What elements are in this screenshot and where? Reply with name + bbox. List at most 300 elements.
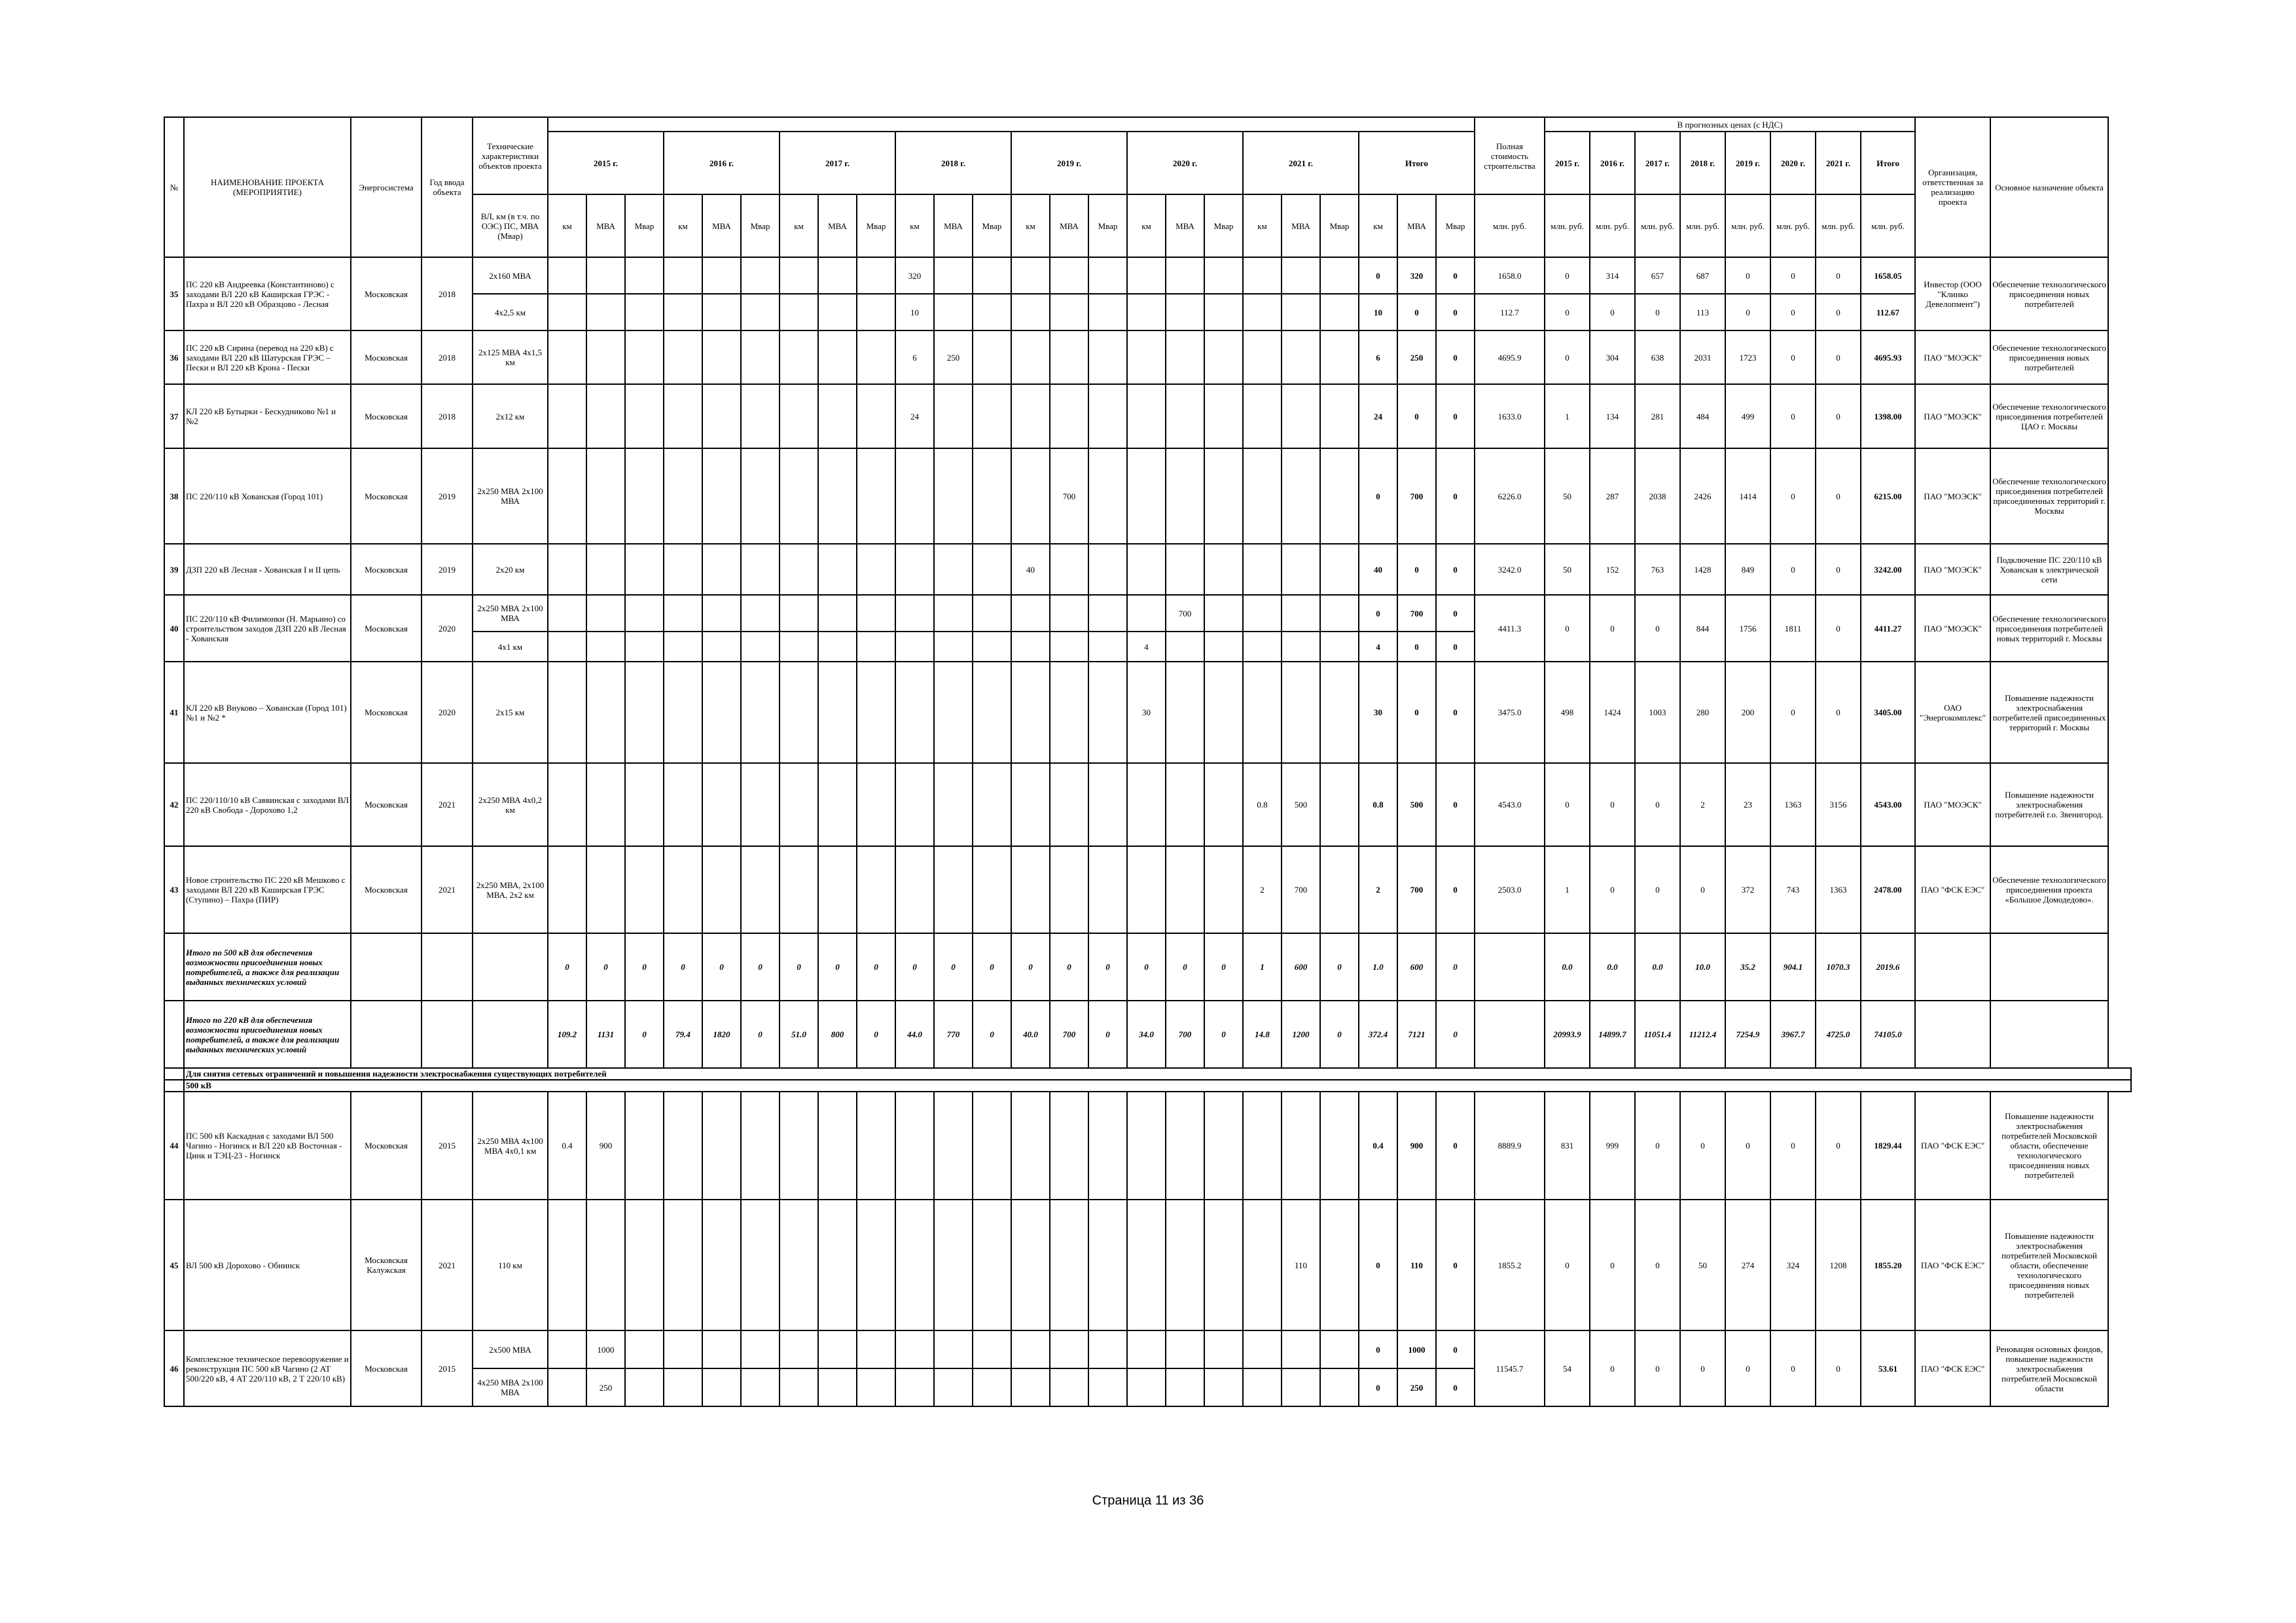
value-cell bbox=[1127, 448, 1166, 544]
row-number: 43 bbox=[164, 846, 184, 933]
header-fin-year-1: 2016 г. bbox=[1590, 132, 1635, 194]
value-cell bbox=[857, 257, 895, 294]
value-cell: 0 bbox=[1436, 384, 1475, 448]
value-cell bbox=[1320, 257, 1359, 294]
value-cell bbox=[895, 763, 934, 846]
tech-characteristics: 2х250 МВА 2х100 МВА bbox=[473, 595, 548, 632]
project-name: КЛ 220 кВ Внуково – Хованская (Город 101) №1 и №2 * bbox=[184, 662, 351, 763]
finance-cell: 274 bbox=[1725, 1200, 1770, 1330]
value-cell bbox=[1166, 1368, 1204, 1406]
row-number: 42 bbox=[164, 763, 184, 846]
finance-cell: 0 bbox=[1770, 1330, 1816, 1406]
total-value: 0 bbox=[1204, 1001, 1243, 1068]
table-cell bbox=[1915, 933, 1990, 1001]
commission-year: 2021 bbox=[422, 1200, 473, 1330]
header-unit: км bbox=[780, 194, 818, 257]
header-fin-year-7: Итого bbox=[1861, 132, 1915, 194]
value-cell bbox=[1320, 632, 1359, 662]
object-purpose: Повышение надежности электроснабжения потребителей присоединенных территорий г. Москвы bbox=[1990, 662, 2108, 763]
header-unit: млн. руб. bbox=[1770, 194, 1816, 257]
value-cell bbox=[1088, 1092, 1127, 1200]
value-cell bbox=[1320, 846, 1359, 933]
total-value: 0 bbox=[586, 933, 625, 1001]
value-cell bbox=[973, 632, 1011, 662]
value-cell: 0 bbox=[1436, 662, 1475, 763]
value-cell bbox=[1050, 632, 1088, 662]
full-cost: 1633.0 bbox=[1475, 384, 1545, 448]
value-cell bbox=[1088, 294, 1127, 330]
table-cell bbox=[1475, 1001, 1545, 1068]
row-number: 41 bbox=[164, 662, 184, 763]
value-cell: 0 bbox=[1436, 763, 1475, 846]
project-name: ВЛ 500 кВ Дорохово - Обнинск bbox=[184, 1200, 351, 1330]
header-tech-units: ВЛ, км (в т.ч. по ОЭС) ПС, МВА (Мвар) bbox=[473, 194, 548, 257]
finance-cell: 0 bbox=[1680, 1092, 1725, 1200]
value-cell bbox=[1127, 384, 1166, 448]
finance-cell: 50 bbox=[1545, 448, 1590, 544]
total-finance: 11051.4 bbox=[1635, 1001, 1680, 1068]
value-cell bbox=[818, 632, 857, 662]
value-cell bbox=[1204, 595, 1243, 632]
header-unit: км bbox=[548, 194, 586, 257]
full-cost: 4543.0 bbox=[1475, 763, 1545, 846]
header-unit: Мвар bbox=[625, 194, 664, 257]
finance-cell: 1811 bbox=[1770, 595, 1816, 662]
object-purpose: Обеспечение технологического присоединения проекта «Большое Домодедово». bbox=[1990, 846, 2108, 933]
energy-system: Московская bbox=[351, 1092, 422, 1200]
value-cell bbox=[741, 763, 780, 846]
value-cell bbox=[1166, 257, 1204, 294]
total-finance: 0.0 bbox=[1545, 933, 1590, 1001]
table-cell bbox=[351, 933, 422, 1001]
value-cell bbox=[1204, 662, 1243, 763]
total-finance: 1070.3 bbox=[1816, 933, 1861, 1001]
energy-system: Московская bbox=[351, 662, 422, 763]
value-cell bbox=[1282, 1092, 1320, 1200]
value-cell bbox=[1166, 846, 1204, 933]
value-cell bbox=[895, 1092, 934, 1200]
total-finance: 10.0 bbox=[1680, 933, 1725, 1001]
value-cell bbox=[1088, 384, 1127, 448]
object-purpose: Реновация основных фондов, повышение надежности электроснабжения потребителей Московской области bbox=[1990, 1330, 2108, 1406]
value-cell bbox=[548, 1200, 586, 1330]
total-value: 0 bbox=[1436, 1001, 1475, 1068]
header-year-0: 2015 г. bbox=[548, 132, 664, 194]
finance-cell: 1723 bbox=[1725, 330, 1770, 384]
tech-characteristics: 2х20 км bbox=[473, 544, 548, 595]
finance-cell: 1363 bbox=[1816, 846, 1861, 933]
total-finance: 74105.0 bbox=[1861, 1001, 1915, 1068]
value-cell bbox=[934, 1200, 973, 1330]
value-cell bbox=[857, 632, 895, 662]
table-cell bbox=[473, 933, 548, 1001]
table-cell bbox=[422, 1001, 473, 1068]
value-cell bbox=[664, 448, 702, 544]
responsible-org: ПАО "МОЭСК" bbox=[1915, 763, 1990, 846]
full-cost: 11545.7 bbox=[1475, 1330, 1545, 1406]
finance-cell: 50 bbox=[1680, 1200, 1725, 1330]
value-cell: 320 bbox=[1397, 257, 1436, 294]
value-cell: 2 bbox=[1243, 846, 1282, 933]
value-cell bbox=[857, 1200, 895, 1330]
total-value: 0 bbox=[1050, 933, 1088, 1001]
project-name: ПС 220/110 кВ Хованская (Город 101) bbox=[184, 448, 351, 544]
value-cell bbox=[1050, 1200, 1088, 1330]
value-cell bbox=[586, 632, 625, 662]
header-unit: Мвар bbox=[857, 194, 895, 257]
value-cell bbox=[1088, 632, 1127, 662]
value-cell bbox=[1243, 1200, 1282, 1330]
header-year-6: 2021 г. bbox=[1243, 132, 1359, 194]
value-cell: 0 bbox=[1436, 544, 1475, 595]
finance-cell: 0 bbox=[1590, 294, 1635, 330]
value-cell: 2 bbox=[1359, 846, 1397, 933]
finance-cell: 657 bbox=[1635, 257, 1680, 294]
finance-cell: 638 bbox=[1635, 330, 1680, 384]
value-cell bbox=[548, 632, 586, 662]
value-cell bbox=[1011, 1092, 1050, 1200]
header-unit: млн. руб. bbox=[1816, 194, 1861, 257]
finance-cell: 849 bbox=[1725, 544, 1770, 595]
value-cell bbox=[1088, 595, 1127, 632]
header-fin-year-0: 2015 г. bbox=[1545, 132, 1590, 194]
project-name: ПС 220 кВ Андреевка (Константиново) с заходами ВЛ 220 кВ Каширская ГРЭС - Пахра и ВЛ 220 кВ Образцово - Лесная bbox=[184, 257, 351, 330]
finance-cell: 54 bbox=[1545, 1330, 1590, 1406]
header-unit: Мвар bbox=[741, 194, 780, 257]
total-value: 79.4 bbox=[664, 1001, 702, 1068]
value-cell bbox=[780, 294, 818, 330]
total-value: 40.0 bbox=[1011, 1001, 1050, 1068]
table-row bbox=[164, 544, 2131, 595]
commission-year: 2020 bbox=[422, 595, 473, 662]
total-value: 0 bbox=[857, 933, 895, 1001]
value-cell: 0 bbox=[1436, 1330, 1475, 1368]
finance-cell: 0 bbox=[1816, 1330, 1861, 1406]
value-cell bbox=[625, 1092, 664, 1200]
value-cell bbox=[1243, 632, 1282, 662]
value-cell bbox=[1166, 1092, 1204, 1200]
value-cell bbox=[1127, 257, 1166, 294]
value-cell bbox=[857, 294, 895, 330]
header-unit: млн. руб. bbox=[1590, 194, 1635, 257]
total-value: 51.0 bbox=[780, 1001, 818, 1068]
value-cell bbox=[702, 1330, 741, 1368]
value-cell bbox=[1050, 662, 1088, 763]
value-cell bbox=[780, 1200, 818, 1330]
table-cell bbox=[164, 1080, 184, 1092]
value-cell: 0 bbox=[1397, 384, 1436, 448]
value-cell bbox=[625, 662, 664, 763]
header-forecast: В прогнозных ценах (с НДС) bbox=[1545, 117, 1915, 132]
value-cell bbox=[1011, 330, 1050, 384]
value-cell: 500 bbox=[1397, 763, 1436, 846]
value-cell bbox=[934, 257, 973, 294]
value-cell bbox=[548, 1368, 586, 1406]
value-cell: 250 bbox=[934, 330, 973, 384]
responsible-org: ПАО "МОЭСК" bbox=[1915, 448, 1990, 544]
value-cell bbox=[895, 595, 934, 632]
table-cell bbox=[1990, 933, 2108, 1001]
value-cell: 900 bbox=[586, 1092, 625, 1200]
value-cell bbox=[1088, 763, 1127, 846]
value-cell bbox=[625, 1330, 664, 1368]
total-value: 1200 bbox=[1282, 1001, 1320, 1068]
finance-cell: 0 bbox=[1635, 763, 1680, 846]
value-cell bbox=[857, 1330, 895, 1368]
value-cell bbox=[1166, 448, 1204, 544]
value-cell bbox=[1282, 595, 1320, 632]
row-number: 45 bbox=[164, 1200, 184, 1330]
project-name: ПС 220/110 кВ Филимонки (Н. Марьино) со строительством заходов ДЗП 220 кВ Лесная - Хованская bbox=[184, 595, 351, 662]
total-value: 600 bbox=[1397, 933, 1436, 1001]
value-cell bbox=[1320, 1368, 1359, 1406]
value-cell: 0 bbox=[1397, 662, 1436, 763]
value-cell: 0 bbox=[1436, 1368, 1475, 1406]
total-finance: 14899.7 bbox=[1590, 1001, 1635, 1068]
value-cell bbox=[664, 1330, 702, 1368]
finance-cell: 1756 bbox=[1725, 595, 1770, 662]
value-cell bbox=[1204, 632, 1243, 662]
value-cell bbox=[857, 763, 895, 846]
value-cell bbox=[702, 1092, 741, 1200]
value-cell bbox=[1088, 544, 1127, 595]
header-unit: км bbox=[1359, 194, 1397, 257]
value-cell bbox=[1320, 763, 1359, 846]
header-tech-title: Технические характеристики объектов проекта bbox=[478, 141, 542, 171]
finance-cell: 50 bbox=[1545, 544, 1590, 595]
value-cell: 500 bbox=[1282, 763, 1320, 846]
finance-cell: 152 bbox=[1590, 544, 1635, 595]
value-cell bbox=[1011, 1200, 1050, 1330]
value-cell bbox=[973, 294, 1011, 330]
value-cell bbox=[780, 1092, 818, 1200]
value-cell bbox=[1127, 1368, 1166, 1406]
projects-table bbox=[164, 116, 2132, 1407]
value-cell bbox=[1050, 294, 1088, 330]
finance-cell: 0 bbox=[1770, 1092, 1816, 1200]
value-cell: 0 bbox=[1436, 1200, 1475, 1330]
value-cell bbox=[1011, 448, 1050, 544]
header-unit: Мвар bbox=[973, 194, 1011, 257]
finance-cell: 0 bbox=[1816, 544, 1861, 595]
total-value: 1820 bbox=[702, 1001, 741, 1068]
finance-cell: 0 bbox=[1725, 1330, 1770, 1406]
section-subtitle: 500 кВ bbox=[184, 1080, 2131, 1092]
value-cell bbox=[1204, 384, 1243, 448]
value-cell bbox=[973, 763, 1011, 846]
value-cell bbox=[1204, 330, 1243, 384]
finance-cell: 0 bbox=[1816, 1092, 1861, 1200]
value-cell bbox=[1088, 1330, 1127, 1368]
value-cell bbox=[1088, 448, 1127, 544]
value-cell bbox=[934, 544, 973, 595]
value-cell bbox=[1204, 448, 1243, 544]
value-cell bbox=[1088, 257, 1127, 294]
value-cell bbox=[741, 384, 780, 448]
energy-system: Московская bbox=[351, 257, 422, 330]
value-cell bbox=[741, 632, 780, 662]
object-purpose: Обеспечение технологического присоединения потребителей ЦАО г. Москвы bbox=[1990, 384, 2108, 448]
finance-cell: 484 bbox=[1680, 384, 1725, 448]
value-cell bbox=[702, 846, 741, 933]
tech-characteristics: 4х250 МВА 2х100 МВА bbox=[473, 1368, 548, 1406]
value-cell bbox=[780, 1368, 818, 1406]
header-blank bbox=[548, 117, 1475, 132]
section-row bbox=[164, 1080, 2131, 1092]
tech-characteristics: 110 км bbox=[473, 1200, 548, 1330]
header-unit: млн. руб. bbox=[1635, 194, 1680, 257]
value-cell bbox=[1127, 544, 1166, 595]
tech-characteristics: 4х1 км bbox=[473, 632, 548, 662]
value-cell bbox=[1127, 763, 1166, 846]
energy-system: Московская bbox=[351, 330, 422, 384]
table-row bbox=[164, 1200, 2131, 1330]
value-cell: 0.8 bbox=[1243, 763, 1282, 846]
table-row bbox=[164, 257, 2131, 294]
full-cost: 4411.3 bbox=[1475, 595, 1545, 662]
finance-cell: 1003 bbox=[1635, 662, 1680, 763]
header-unit: МВА bbox=[1282, 194, 1320, 257]
value-cell: 700 bbox=[1282, 846, 1320, 933]
value-cell bbox=[818, 294, 857, 330]
value-cell bbox=[1127, 1330, 1166, 1368]
header-unit: км bbox=[664, 194, 702, 257]
finance-cell: 0 bbox=[1770, 294, 1816, 330]
finance-cell: 3405.00 bbox=[1861, 662, 1915, 763]
value-cell bbox=[780, 662, 818, 763]
value-cell bbox=[1011, 257, 1050, 294]
total-value: 0 bbox=[702, 933, 741, 1001]
value-cell: 10 bbox=[1359, 294, 1397, 330]
value-cell bbox=[895, 448, 934, 544]
responsible-org: ОАО "Энергокомплекс" bbox=[1915, 662, 1990, 763]
value-cell bbox=[702, 330, 741, 384]
value-cell bbox=[857, 544, 895, 595]
finance-cell: 499 bbox=[1725, 384, 1770, 448]
total-value: 0 bbox=[780, 933, 818, 1001]
header-purpose: Основное назначение объекта bbox=[1990, 117, 2108, 257]
finance-cell: 844 bbox=[1680, 595, 1725, 662]
header-unit: млн. руб. bbox=[1475, 194, 1545, 257]
value-cell bbox=[548, 257, 586, 294]
value-cell bbox=[857, 662, 895, 763]
value-cell bbox=[780, 763, 818, 846]
value-cell bbox=[741, 1368, 780, 1406]
totals-label: Итого по 220 кВ для обеспечения возможности присоединения новых потребителей, а также для реализации выданных технических условий bbox=[184, 1001, 351, 1068]
value-cell bbox=[1204, 846, 1243, 933]
table-cell bbox=[1915, 1001, 1990, 1068]
tech-characteristics: 2х12 км bbox=[473, 384, 548, 448]
full-cost: 1855.2 bbox=[1475, 1200, 1545, 1330]
table-cell bbox=[164, 1068, 184, 1080]
finance-cell: 687 bbox=[1680, 257, 1725, 294]
total-finance: 3967.7 bbox=[1770, 1001, 1816, 1068]
value-cell: 40 bbox=[1359, 544, 1397, 595]
total-value: 109.2 bbox=[548, 1001, 586, 1068]
value-cell bbox=[934, 1092, 973, 1200]
project-name: Комплексное техническое перевооружение и реконструкция ПС 500 кВ Чагино (2 АТ 500/220 кВ, 4 АТ 220/110 кВ, 2 Т 220/10 кВ) bbox=[184, 1330, 351, 1406]
value-cell: 30 bbox=[1127, 662, 1166, 763]
value-cell bbox=[586, 544, 625, 595]
row-number: 40 bbox=[164, 595, 184, 662]
value-cell bbox=[818, 595, 857, 632]
value-cell: 700 bbox=[1050, 448, 1088, 544]
finance-cell: 1208 bbox=[1816, 1200, 1861, 1330]
value-cell bbox=[1050, 595, 1088, 632]
object-purpose: Подключение ПС 220/110 кВ Хованская к электрической сети bbox=[1990, 544, 2108, 595]
value-cell: 0 bbox=[1436, 330, 1475, 384]
header-fin-year-4: 2019 г. bbox=[1725, 132, 1770, 194]
value-cell bbox=[1166, 330, 1204, 384]
header-year-4: 2019 г. bbox=[1011, 132, 1127, 194]
object-purpose: Обеспечение технологического присоединения потребителей новых территорий г. Москвы bbox=[1990, 595, 2108, 662]
value-cell bbox=[1320, 384, 1359, 448]
table-row bbox=[164, 763, 2131, 846]
total-finance: 11212.4 bbox=[1680, 1001, 1725, 1068]
value-cell: 6 bbox=[1359, 330, 1397, 384]
value-cell bbox=[625, 384, 664, 448]
value-cell bbox=[586, 330, 625, 384]
value-cell bbox=[818, 662, 857, 763]
header-row bbox=[164, 117, 2131, 132]
project-name: КЛ 220 кВ Бутырки - Бескудниково №1 и №2 bbox=[184, 384, 351, 448]
value-cell bbox=[702, 763, 741, 846]
finance-cell: 0 bbox=[1770, 662, 1816, 763]
header-fin-year-2: 2017 г. bbox=[1635, 132, 1680, 194]
value-cell bbox=[1127, 595, 1166, 632]
value-cell: 900 bbox=[1397, 1092, 1436, 1200]
total-value: 770 bbox=[934, 1001, 973, 1068]
value-cell: 24 bbox=[895, 384, 934, 448]
value-cell bbox=[1320, 662, 1359, 763]
row-number: 36 bbox=[164, 330, 184, 384]
header-unit: млн. руб. bbox=[1545, 194, 1590, 257]
value-cell bbox=[1320, 544, 1359, 595]
value-cell bbox=[1282, 294, 1320, 330]
finance-cell: 23 bbox=[1725, 763, 1770, 846]
value-cell bbox=[1011, 384, 1050, 448]
value-cell bbox=[934, 448, 973, 544]
full-cost: 3242.0 bbox=[1475, 544, 1545, 595]
value-cell: 0 bbox=[1397, 294, 1436, 330]
value-cell bbox=[741, 662, 780, 763]
finance-cell: 3156 bbox=[1816, 763, 1861, 846]
header-unit: млн. руб. bbox=[1725, 194, 1770, 257]
value-cell: 6 bbox=[895, 330, 934, 384]
value-cell bbox=[934, 384, 973, 448]
value-cell bbox=[934, 632, 973, 662]
finance-cell: 0 bbox=[1635, 1330, 1680, 1406]
value-cell bbox=[548, 1330, 586, 1368]
value-cell bbox=[1166, 544, 1204, 595]
total-value: 800 bbox=[818, 1001, 857, 1068]
finance-cell: 763 bbox=[1635, 544, 1680, 595]
value-cell bbox=[741, 330, 780, 384]
responsible-org: ПАО "МОЭСК" bbox=[1915, 595, 1990, 662]
value-cell bbox=[1282, 1330, 1320, 1368]
value-cell bbox=[625, 632, 664, 662]
finance-cell: 4543.00 bbox=[1861, 763, 1915, 846]
value-cell: 110 bbox=[1282, 1200, 1320, 1330]
value-cell bbox=[1088, 330, 1127, 384]
value-cell: 0 bbox=[1436, 294, 1475, 330]
value-cell bbox=[973, 1368, 1011, 1406]
commission-year: 2021 bbox=[422, 846, 473, 933]
value-cell bbox=[1127, 330, 1166, 384]
object-purpose: Повышение надежности электроснабжения потребителей Московской области, обеспечение технологического присоединения новых потребителей bbox=[1990, 1092, 2108, 1200]
tech-characteristics: 2х250 МВА, 2х100 МВА, 2х2 км bbox=[473, 846, 548, 933]
finance-cell: 2 bbox=[1680, 763, 1725, 846]
